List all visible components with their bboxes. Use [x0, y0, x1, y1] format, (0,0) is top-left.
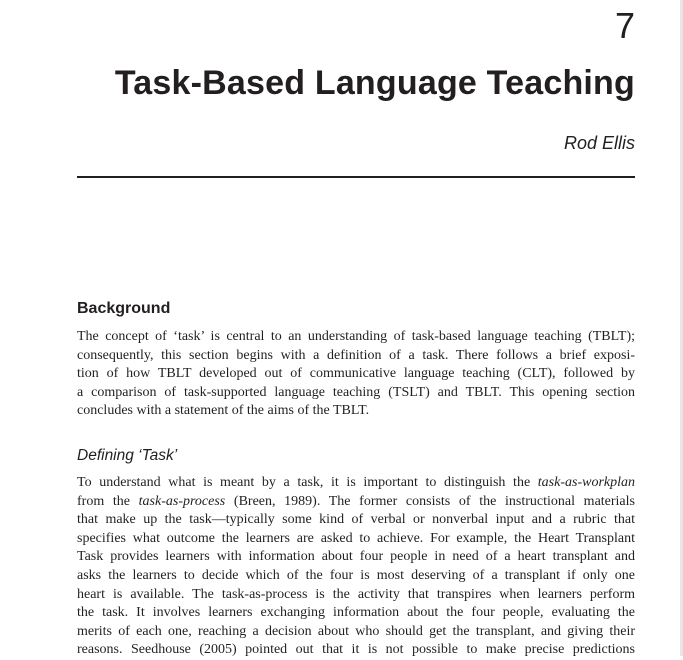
chapter-author: Rod Ellis: [563, 133, 635, 153]
subsection-heading-defining-task: Defining ‘Task’: [77, 447, 178, 464]
title-divider: [77, 176, 635, 178]
text-line: consequently, this section begins with a definition of a task. There follows a brief exposi-: [77, 347, 635, 363]
text-line: [77, 493, 635, 512]
section-heading-background: Background: [77, 300, 171, 317]
text-segment: (Breen, 1989). The former consists of the instructional materials: [225, 493, 635, 509]
text-line: reasons. Seedhouse (2005) pointed out that it is not possible to make precise predictions: [77, 642, 635, 658]
text-line: a comparison of task-supported language teaching (TSLT) and TBLT. This opening section: [77, 384, 635, 400]
text-line: The concept of ‘task’ is central to an understanding of task-based language teaching (TBLT);: [77, 329, 635, 344]
text-line: asks the learners to decide which of the four is most deserving of a transplant if only one: [77, 567, 635, 583]
term-task-as-process: task-as-process: [138, 493, 226, 509]
background-paragraph: [77, 328, 635, 421]
text-line: specifies what outcome the learners are asked to achieve. For example, the Heart Transplant: [77, 530, 635, 546]
defining-task-paragraph: [77, 474, 635, 660]
text-segment: To understand what is meant by a task, it is important to distinguish the: [77, 475, 538, 490]
term-task-as-workplan: task-as-workplan: [537, 475, 635, 490]
text-line: that make up the task—typically some kind of verbal or nonverbal input and a rubric that: [77, 512, 635, 528]
text-line: tion of how TBLT developed out of communicative language teaching (CLT), followed by: [77, 366, 635, 382]
text-line: the task. It involves learners exchanging information about the four people, evaluating the: [77, 605, 635, 621]
chapter-title: Task-Based Language Teaching: [114, 64, 635, 102]
text-line: Task provides learners with information about four people in need of a heart transplant and: [77, 549, 635, 565]
chapter-number: 7: [614, 5, 635, 46]
text-segment: from the: [77, 493, 139, 509]
text-line: concludes with a statement of the aims of the TBLT.: [77, 403, 370, 419]
text-line: merits of each one, reaching a decision about who should get the transplant, and giving their: [77, 623, 635, 639]
text-line: heart is available. The task-as-process is the activity that transpires when learners perform: [77, 586, 635, 602]
text-line: [77, 474, 635, 493]
